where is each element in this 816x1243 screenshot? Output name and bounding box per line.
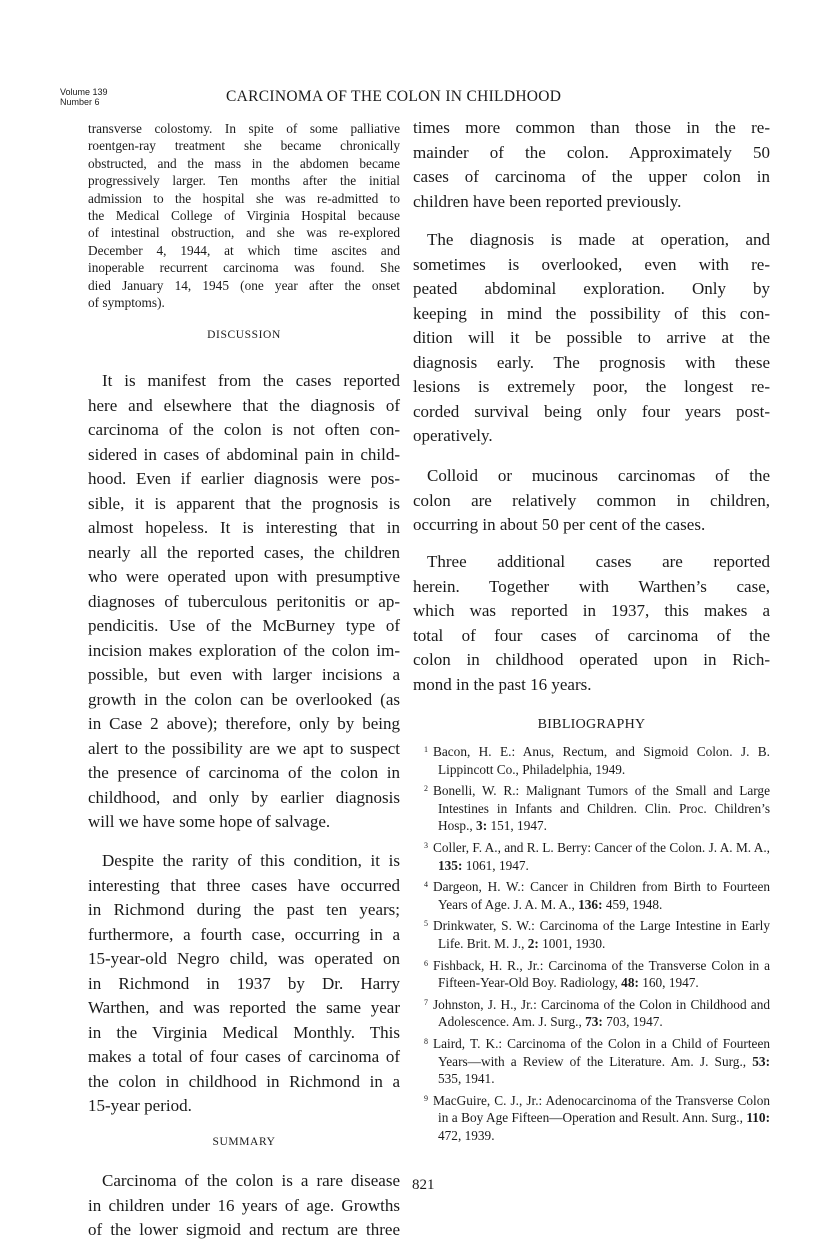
reference-pages: 459, 1948. <box>602 896 663 912</box>
text-line: almost hopeless. It is interesting that in <box>88 518 400 537</box>
text-line: in the Virginia Medical Monthly. This <box>88 1022 400 1042</box>
text-line: progressively larger. Ten months after the initial <box>88 173 400 189</box>
reference-pages: 1061, 1947. <box>462 857 529 873</box>
text-line: the colon in childhood in Richmond in a <box>88 1071 400 1091</box>
reference-volume: 135: <box>438 857 463 873</box>
text-line: transverse colostomy. In spite of some palliative <box>88 121 400 136</box>
text-line: of symptoms). <box>88 294 165 310</box>
reference-number: 1 <box>424 745 428 754</box>
text-line: the presence of carcinoma of the colon in <box>88 763 400 782</box>
text-line: in children under 16 years of age. Growths <box>88 1195 400 1215</box>
reference-volume: 48: <box>621 975 639 991</box>
reference-item <box>424 955 770 992</box>
reference-text: Johnston, J. H., Jr.: Carcinoma of the Colon in Childhood and Adolescence. Am. J. Surg., <box>433 996 770 1030</box>
reference-text: Dargeon, H. W.: Cancer in Children from Birth to Fourteen Years of Age. J. A. M. A., <box>433 879 770 912</box>
reference-text: Laird, T. K.: Carcinoma of the Colon in a Child of Fourteen Years—with a Review of the Literature. Am. J. Surg., <box>433 1035 770 1069</box>
reference-text: Bacon, H. E.: Anus, Rectum, and Sigmoid Colon. J. B. Lippincott Co., Philadelphia, 1949. <box>433 744 770 777</box>
text-line: in Case 2 above); therefore, only by being <box>88 714 400 733</box>
text-line: died January 14, 1945 (one year after the onset <box>88 277 400 293</box>
text-line: colon are relatively common in children, <box>413 490 770 510</box>
text-line: will we have some hope of salvage. <box>88 812 331 831</box>
text-line: 15-year-old Negro child, was operated on <box>88 949 400 968</box>
discussion-paragraph-2 <box>88 849 400 1119</box>
text-line: lesions is extremely poor, the longest re- <box>413 377 770 396</box>
text-line: possible, but even with larger incisions a <box>88 665 400 684</box>
text-line: incision makes exploration of the colon im- <box>88 640 400 660</box>
reference-volume: 73: <box>585 1014 603 1030</box>
text-line: obstructed, and the mass in the abdomen became <box>88 155 400 171</box>
text-line: sible, it is apparent that the prognosis is <box>88 493 400 513</box>
bibliography-heading: BIBLIOGRAPHY <box>537 717 646 732</box>
text-line: dition will it be possible to arrive at the <box>413 328 770 347</box>
text-line: colon in childhood operated upon in Rich- <box>413 650 770 669</box>
reference-number: 4 <box>424 880 428 890</box>
reference-number: 5 <box>424 919 428 929</box>
reference-item <box>424 994 770 1031</box>
text-line: sometimes is overlooked, even with re- <box>413 254 770 274</box>
reference-number: 3 <box>424 840 428 850</box>
text-line: which was reported in 1937, this makes a <box>413 601 770 620</box>
text-line: in Richmond in 1937 by Dr. Harry <box>88 973 400 993</box>
text-line: keeping in mind the possibility of this con- <box>413 303 770 323</box>
reference-volume: 110: <box>746 1110 770 1126</box>
case-continuation-paragraph <box>88 120 400 311</box>
summary-heading: SUMMARY <box>212 1136 276 1148</box>
reference-item <box>424 837 770 874</box>
text-line: furthermore, a fourth case, occurring in a <box>88 924 400 944</box>
reference-item <box>424 915 770 952</box>
reference-item <box>424 1033 770 1088</box>
text-line: December 4, 1944, at which time ascites and <box>88 242 400 258</box>
text-line: cases of carcinoma of the upper colon in <box>413 167 770 186</box>
text-line: 15-year period. <box>88 1096 192 1115</box>
summary-paragraph-2 <box>413 228 770 449</box>
text-line: sidered in cases of abdominal pain in child- <box>88 444 400 464</box>
reference-volume: 2: <box>527 935 539 951</box>
text-line: growth in the colon can be overlooked (as <box>88 689 400 709</box>
reference-item <box>424 1090 770 1145</box>
bibliography-list <box>424 741 770 1146</box>
text-line: carcinoma of the colon is not often con- <box>88 420 400 439</box>
text-line: Warthen, and was reported the same year <box>88 998 400 1017</box>
reference-pages: 703, 1947. <box>602 1014 663 1030</box>
reference-volume: 3: <box>476 818 488 834</box>
text-line: herein. Together with Warthen’s case, <box>413 576 770 596</box>
text-line: It is manifest from the cases reported <box>102 371 400 390</box>
text-line: inoperable recurrent carcinoma was found. She <box>88 260 400 276</box>
text-line: Carcinoma of the colon is a rare disease <box>102 1171 400 1190</box>
reference-text: Bonelli, W. R.: Malignant Tumors of the Small and Large Intestines in Infants and Children. Clin. Proc. Children’s Hosp., <box>433 783 770 834</box>
reference-pages: 160, 1947. <box>638 975 699 991</box>
text-line: Despite the rarity of this condition, it is <box>102 851 400 870</box>
reference-text: Fishback, H. R., Jr.: Carcinoma of the Transverse Colon in a Fifteen-Year-Old Boy. Radiology, <box>433 957 770 991</box>
text-line: childhood, and only by earlier diagnosis <box>88 787 400 807</box>
text-line: mond in the past 16 years. <box>413 674 592 694</box>
summary-paragraph-1 <box>88 1169 400 1243</box>
text-line: of the lower sigmoid and rectum are three <box>88 1220 400 1239</box>
text-line: in Richmond during the past ten years; <box>88 900 400 919</box>
text-line: admission to the hospital she was re-admitted to <box>88 190 400 206</box>
text-line: who were operated upon with presumptive <box>88 567 400 586</box>
text-line: total of four cases of carcinoma of the <box>413 625 770 645</box>
reference-pages: 535, 1941. <box>438 1071 495 1087</box>
text-line: makes a total of four cases of carcinoma of <box>88 1047 400 1066</box>
reference-pages: 151, 1947. <box>487 818 547 834</box>
reference-text: Coller, F. A., and R. L. Berry: Cancer of the Colon. J. A. M. A., <box>433 839 770 855</box>
reference-number: 8 <box>424 1036 428 1046</box>
reference-number: 7 <box>424 997 428 1007</box>
reference-number: 6 <box>424 958 428 968</box>
summary-paragraph-4 <box>413 550 770 697</box>
reference-volume: 53: <box>752 1053 770 1069</box>
text-line: diagnosis early. The prognosis with these <box>413 352 770 372</box>
text-line: hood. Even if earlier diagnosis were pos- <box>88 469 400 488</box>
reference-number: 2 <box>424 784 428 794</box>
reference-number: 9 <box>424 1093 428 1103</box>
reference-text: MacGuire, C. J., Jr.: Adenocarcinoma of the Transverse Colon in a Boy Age Fifteen—Operation and Result. Ann. Surg., <box>433 1092 770 1126</box>
text-line: times more common than those in the re- <box>413 118 770 137</box>
reference-volume: 136: <box>578 896 603 912</box>
text-line: Three additional cases are reported <box>427 552 770 571</box>
text-line: interesting that three cases have occurred <box>88 875 400 895</box>
reference-text: Drinkwater, S. W.: Carcinoma of the Large Intestine in Early Life. Brit. M. J., <box>433 918 770 951</box>
text-line: diagnoses of tuberculous peritonitis or ap- <box>88 591 400 611</box>
running-title: CARCINOMA OF THE COLON IN CHILDHOOD <box>226 88 562 105</box>
page-number: 821 <box>412 1177 435 1193</box>
text-line: The diagnosis is made at operation, and <box>427 230 770 249</box>
text-line: nearly all the reported cases, the children <box>88 542 400 562</box>
text-line: children have been reported previously. <box>413 191 682 211</box>
text-line: pendicitis. Use of the McBurney type of <box>88 616 400 635</box>
text-line: the Medical College of Virginia Hospital because <box>88 207 400 223</box>
summary-continuation <box>413 116 770 214</box>
discussion-heading: DISCUSSION <box>207 329 281 341</box>
summary-paragraph-3 <box>413 464 770 538</box>
discussion-paragraph-1 <box>88 369 400 835</box>
volume-label: Volume 139 <box>60 87 108 97</box>
reference-pages: 1001, 1930. <box>538 935 606 951</box>
text-line: peated abdominal exploration. Only by <box>413 279 770 298</box>
text-line: roentgen-ray treatment she became chronically <box>88 138 400 154</box>
text-line: alert to the possibility are we apt to suspect <box>88 738 400 758</box>
text-line: mainder of the colon. Approximately 50 <box>413 142 770 162</box>
issue-number-label: Number 6 <box>60 97 100 107</box>
text-line: operatively. <box>413 426 493 445</box>
reference-item <box>424 741 770 778</box>
text-line: here and elsewhere that the diagnosis of <box>88 395 400 415</box>
text-line: Colloid or mucinous carcinomas of the <box>427 466 770 485</box>
text-line: of intestinal obstruction, and she was re-explored <box>88 225 400 241</box>
reference-pages: 472, 1939. <box>438 1127 495 1143</box>
text-line: occurring in about 50 per cent of the cases. <box>413 515 706 534</box>
reference-item <box>424 876 770 913</box>
reference-item <box>424 780 770 835</box>
text-line: corded survival being only four years post- <box>413 401 770 421</box>
